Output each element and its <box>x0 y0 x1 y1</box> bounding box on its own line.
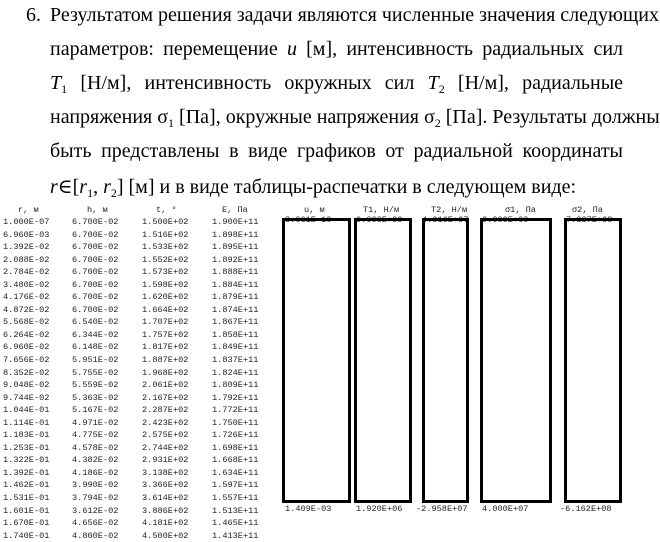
table-cell-h: 6.540E-02 <box>72 317 119 328</box>
table-cell-t: 1.757E+02 <box>142 329 189 340</box>
header-t2: T2, Н/м <box>431 205 468 215</box>
t1-last-value: 1.920E+06 <box>356 504 403 514</box>
table-cell-h: 6.700E-02 <box>72 292 119 303</box>
table-cell-t: 1.500E+02 <box>142 217 189 227</box>
table-cell-e: 1.898E+11 <box>212 229 259 240</box>
table-cell-h: 6.344E-02 <box>72 329 119 340</box>
table-cell-t: 3.366E+02 <box>142 480 189 491</box>
table-cell-r: 6.960E-03 <box>3 229 50 240</box>
header-r: r, м <box>18 205 39 215</box>
header-u: u, м <box>304 205 325 215</box>
text-line-3: $T_1$ [Н/м], интенсивность окружных сил $T_2$ [Н/м], радиальные <box>50 72 624 96</box>
table-cell-h: 6.700E-02 <box>72 254 119 265</box>
table-cell-t: 1.968E+02 <box>142 367 189 378</box>
table-cell-t: 3.886E+02 <box>142 505 189 516</box>
table-cell-h: 6.700E-02 <box>72 267 119 278</box>
table-cell-r: 3.480E-02 <box>3 279 50 290</box>
item-number: 6. <box>26 4 41 26</box>
table-cell-r: 1.183E-01 <box>3 430 50 441</box>
table-cell-r: 6.264E-02 <box>3 329 50 340</box>
text-line-2: параметров: перемещение u [м], интенсивность радиальных сил <box>50 38 624 60</box>
table-cell-h: 6.148E-02 <box>72 342 119 353</box>
table-cell-r: 1.322E-01 <box>3 455 50 466</box>
table-cell-e: 1.750E+11 <box>212 417 259 428</box>
table-cell-h: 5.951E-02 <box>72 355 119 366</box>
table-cell-h: 4.971E-02 <box>72 417 119 428</box>
t1-first-value: 0.000E+00 <box>356 215 403 225</box>
table-cell-e: 1.884E+11 <box>212 279 259 290</box>
table-cell-t: 2.931E+02 <box>142 455 189 466</box>
table-cell-t: 1.664E+02 <box>142 304 189 315</box>
table-cell-r: 1.740E-01 <box>3 530 50 541</box>
table-cell-t: 2.423E+02 <box>142 417 189 428</box>
table-cell-r: 1.392E-02 <box>3 242 50 253</box>
header-e: E, Па <box>222 205 248 215</box>
table-cell-r: 1.253E-01 <box>3 442 50 453</box>
table-cell-h: 6.700E-02 <box>72 217 119 227</box>
sigma1-first-value: 0.000E+00 <box>482 215 529 225</box>
column-h <box>72 216 118 542</box>
table-cell-r: 1.670E-01 <box>3 518 50 529</box>
t2-first-value: 4.916E+07 <box>422 215 469 225</box>
table-cell-h: 4.382E-02 <box>72 455 119 466</box>
table-cell-e: 1.698E+11 <box>212 442 259 453</box>
sigma2-last-value: -6.162E+08 <box>560 504 612 514</box>
u-graph-box <box>282 218 351 503</box>
t1-graph-box <box>354 218 412 503</box>
table-cell-t: 4.181E+02 <box>142 518 189 529</box>
column-e <box>212 216 258 542</box>
column-r <box>3 216 49 542</box>
table-cell-t: 3.138E+02 <box>142 467 189 478</box>
sigma1-last-value: 4.000E+07 <box>482 504 529 514</box>
table-cell-r: 9.744E-02 <box>3 392 50 403</box>
table-cell-e: 1.895E+11 <box>212 242 259 253</box>
header-sigma1: σ1, Па <box>505 205 536 215</box>
table-cell-h: 3.990E-02 <box>72 480 119 491</box>
table-cell-e: 1.726E+11 <box>212 430 259 441</box>
table-cell-e: 1.892E+11 <box>212 254 259 265</box>
table-cell-h: 4.775E-02 <box>72 430 119 441</box>
table-cell-r: 1.531E-01 <box>3 493 50 504</box>
table-cell-e: 1.634E+11 <box>212 467 259 478</box>
table-cell-t: 2.167E+02 <box>142 392 189 403</box>
table-cell-e: 1.879E+11 <box>212 292 259 303</box>
results-printout <box>0 204 631 541</box>
table-cell-t: 1.887E+02 <box>142 355 189 366</box>
table-cell-e: 1.888E+11 <box>212 267 259 278</box>
table-cell-h: 5.167E-02 <box>72 405 119 416</box>
table-cell-r: 4.872E-02 <box>3 304 50 315</box>
table-cell-e: 1.413E+11 <box>212 530 259 541</box>
text-line-5: быть представлены в виде графиков от радиальной координаты <box>50 140 623 162</box>
table-cell-t: 2.287E+02 <box>142 405 189 416</box>
table-cell-r: 1.000E-07 <box>3 217 50 227</box>
table-cell-r: 5.568E-02 <box>3 317 50 328</box>
table-cell-r: 1.462E-01 <box>3 480 50 491</box>
table-cell-t: 1.598E+02 <box>142 279 189 290</box>
table-cell-t: 2.575E+02 <box>142 430 189 441</box>
table-cell-e: 1.668E+11 <box>212 455 259 466</box>
text-line-4: напряжения $\sigma_1$ [Па], окружные напряжения $\sigma_2$ [Па]. Результаты должны <box>50 106 660 130</box>
u-first-value: 8.061E-10 <box>285 215 332 225</box>
table-cell-h: 5.363E-02 <box>72 392 119 403</box>
table-cell-r: 1.601E-01 <box>3 505 50 516</box>
table-cell-h: 3.794E-02 <box>72 493 119 504</box>
table-cell-h: 6.700E-02 <box>72 279 119 290</box>
table-cell-r: 4.176E-02 <box>3 292 50 303</box>
header-t1: T1, Н/м <box>363 205 400 215</box>
table-cell-h: 5.559E-02 <box>72 380 119 391</box>
table-cell-t: 1.573E+02 <box>142 267 189 278</box>
table-cell-e: 1.900E+11 <box>212 217 259 227</box>
sigma2-graph-box <box>564 218 622 503</box>
text-line-6: $r\in[r_1$, $r_2$] [м] и в виде таблицы-распечатки в следующем виде: <box>50 176 576 200</box>
table-cell-e: 1.858E+11 <box>212 329 259 340</box>
table-cell-r: 9.048E-02 <box>3 380 50 391</box>
table-cell-e: 1.824E+11 <box>212 367 259 378</box>
table-cell-t: 1.620E+02 <box>142 292 189 303</box>
table-cell-r: 2.088E-02 <box>3 254 50 265</box>
table-cell-e: 1.557E+11 <box>212 493 259 504</box>
text-line-1: Результатом решения задачи являются численные значения следующих <box>50 4 659 26</box>
table-cell-h: 6.700E-02 <box>72 229 119 240</box>
table-cell-h: 4.578E-02 <box>72 442 119 453</box>
table-cell-r: 2.784E-02 <box>3 267 50 278</box>
table-cell-r: 6.960E-02 <box>3 342 50 353</box>
table-cell-r: 7.656E-02 <box>3 355 50 366</box>
table-cell-h: 5.755E-02 <box>72 367 119 378</box>
table-cell-h: 6.700E-02 <box>72 304 119 315</box>
table-cell-e: 1.513E+11 <box>212 505 259 516</box>
table-cell-t: 2.744E+02 <box>142 442 189 453</box>
header-h: h, м <box>87 205 108 215</box>
table-cell-t: 1.516E+02 <box>142 229 189 240</box>
table-cell-r: 1.114E-01 <box>3 417 50 428</box>
table-cell-r: 1.392E-01 <box>3 467 50 478</box>
table-cell-t: 1.552E+02 <box>142 254 189 265</box>
table-cell-h: 4.656E-02 <box>72 518 119 529</box>
table-cell-e: 1.837E+11 <box>212 355 259 366</box>
table-cell-e: 1.867E+11 <box>212 317 259 328</box>
table-cell-h: 4.800E-02 <box>72 530 119 541</box>
table-cell-e: 1.874E+11 <box>212 304 259 315</box>
table-cell-t: 1.707E+02 <box>142 317 189 328</box>
u-last-value: 1.409E-03 <box>285 504 332 514</box>
table-cell-e: 1.849E+11 <box>212 342 259 353</box>
t2-graph-box <box>422 218 469 503</box>
table-cell-t: 4.500E+02 <box>142 530 189 541</box>
table-cell-e: 1.597E+11 <box>212 480 259 491</box>
t2-last-value: -2.958E+07 <box>416 504 468 514</box>
table-cell-t: 1.817E+02 <box>142 342 189 353</box>
table-cell-e: 1.809E+11 <box>212 380 259 391</box>
sigma2-first-value: 7.337E+08 <box>566 215 613 225</box>
table-cell-h: 4.186E-02 <box>72 467 119 478</box>
table-cell-t: 2.061E+02 <box>142 380 189 391</box>
table-cell-e: 1.772E+11 <box>212 405 259 416</box>
header-t: t, ° <box>156 205 177 215</box>
sigma1-graph-box <box>480 218 552 503</box>
column-t <box>142 216 188 542</box>
table-cell-r: 1.044E-01 <box>3 405 50 416</box>
table-cell-t: 1.533E+02 <box>142 242 189 253</box>
table-cell-r: 8.352E-02 <box>3 367 50 378</box>
table-cell-t: 3.614E+02 <box>142 493 189 504</box>
table-cell-e: 1.465E+11 <box>212 518 259 529</box>
table-cell-h: 6.700E-02 <box>72 242 119 253</box>
table-cell-h: 3.612E-02 <box>72 505 119 516</box>
header-sigma2: σ2, Па <box>572 205 603 215</box>
table-cell-e: 1.792E+11 <box>212 392 259 403</box>
